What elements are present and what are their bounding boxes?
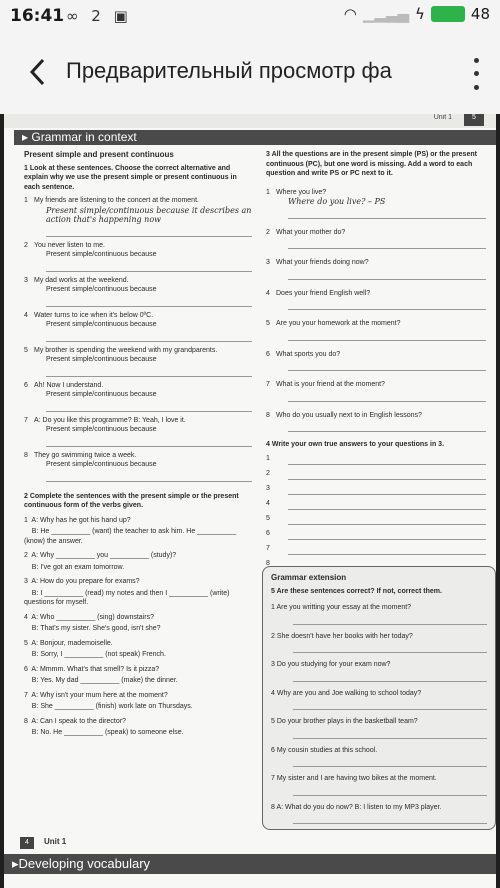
- item-number: 6: [266, 350, 270, 358]
- item-number: 2: [24, 241, 28, 249]
- q5-intro: 5 Are these sentences correct? If not, correct them.: [271, 587, 442, 595]
- line-number: 8: [266, 559, 270, 567]
- item-text: What your mother do?: [276, 228, 346, 236]
- answer-line: [293, 613, 487, 625]
- item-number: 3: [24, 276, 28, 284]
- item-number: 7: [24, 416, 28, 424]
- q4-line: [266, 514, 486, 525]
- notification-icons: ∞ 2 ▣: [66, 7, 132, 25]
- q1-item: [24, 416, 252, 447]
- back-button[interactable]: [18, 52, 58, 92]
- more-vert-icon: [474, 58, 479, 63]
- answer-line: [46, 225, 252, 237]
- answer-line: [288, 359, 486, 371]
- q2-line: B: I've got an exam tomorrow.: [24, 563, 125, 571]
- answer-line: [293, 727, 487, 739]
- q1-item: [24, 276, 252, 307]
- answer-line: [288, 544, 486, 555]
- item-number: 4: [24, 311, 28, 319]
- q1-item: [24, 381, 252, 412]
- item-sub: Present simple/continuous because: [46, 251, 157, 258]
- app-bar: [0, 32, 500, 115]
- q4-line: [266, 544, 486, 555]
- q1-intro: 1 Look at these sentences. Choose the correct alternative and explain why we use the present simple or present continuous in each sentence.: [24, 164, 237, 191]
- item-sub: Present simple/continuous because: [46, 321, 157, 328]
- page-number: 5: [464, 114, 484, 126]
- item-sub: Present simple/continuous because: [46, 356, 157, 363]
- item-number: 1: [266, 188, 270, 196]
- page-footer: [14, 832, 496, 852]
- answer-line: [288, 207, 486, 219]
- q2-line: B: I __________ (read) my notes and then I __________ (write) questions for myself.: [24, 589, 232, 606]
- item-text: Where you live?: [276, 188, 327, 196]
- item-text: 6 My cousin studies at this school.: [271, 746, 378, 754]
- item-number: 5: [266, 320, 270, 327]
- item-sub: Present simple/continuous because: [46, 461, 157, 468]
- section-header: ▸ Grammar in context: [14, 130, 496, 145]
- status-bar: [0, 0, 500, 32]
- q3-item: [266, 289, 486, 311]
- q1-item: [24, 346, 252, 377]
- item-number: 1: [24, 197, 28, 204]
- q2-line: 8 A: Can I speak to the director?: [24, 717, 126, 725]
- unit-label: Unit 1: [433, 114, 452, 121]
- answer-line: [288, 484, 486, 495]
- document-page: [4, 114, 496, 888]
- item-text: 8 A: What do you do now? B: I listen to my MP3 player.: [271, 803, 442, 811]
- answer-line: [288, 469, 486, 480]
- chevron-left-icon: [27, 57, 49, 87]
- answer-line: [46, 365, 252, 377]
- q4-line: [266, 484, 486, 495]
- q5-item: [271, 689, 487, 711]
- answer-line: [288, 237, 486, 249]
- item-text: 4 Why are you and Joe walking to school today?: [271, 689, 422, 697]
- answer-line: [46, 295, 252, 307]
- item-sub: Present simple/continuous because it describes an action that's happening now: [46, 205, 252, 224]
- answer-line: [46, 435, 252, 447]
- item-number: 7: [266, 381, 270, 388]
- q5-item: [271, 746, 487, 768]
- answer-line: [288, 420, 486, 432]
- q5-item: [271, 603, 487, 625]
- answer-line: [288, 454, 486, 465]
- answer-line: [46, 400, 252, 412]
- item-sub: Present simple/continuous because: [46, 286, 157, 293]
- answer-line: [293, 670, 487, 682]
- clock: 16:41: [10, 6, 65, 26]
- more-menu-button[interactable]: [466, 54, 486, 94]
- item-number: 6: [24, 381, 28, 389]
- grammar-extension-box: [262, 566, 496, 830]
- item-text: Who do you usually next to in English lessons?: [276, 411, 422, 419]
- q2-line: B: He __________ (want) the teacher to ask him. He __________ (know) the answer.: [24, 528, 239, 545]
- footer-page-number: 4: [20, 837, 34, 849]
- wifi-icon: ◠: [343, 5, 357, 23]
- charging-icon: ϟ: [415, 5, 425, 23]
- q5-item: [271, 717, 487, 739]
- item-sub: Present simple/continuous because: [46, 426, 157, 433]
- item-text: Water turns to ice when it's below 0ºC.: [34, 311, 154, 319]
- answer-line: [293, 698, 487, 710]
- line-number: 4: [266, 499, 270, 507]
- q5-item: [271, 803, 487, 825]
- item-number: 4: [266, 289, 270, 297]
- q1-item: [24, 241, 252, 272]
- page-title: Предварительный просмотр фа: [66, 58, 392, 83]
- left-heading: Present simple and present continuous: [24, 150, 174, 159]
- q4-intro: 4 Write your own true answers to your questions in 3.: [266, 441, 445, 448]
- answer-line: [288, 529, 486, 540]
- battery-percent: 48: [470, 5, 490, 23]
- line-number: 7: [266, 544, 270, 552]
- item-text: 1 Are you writting your essay at the moment?: [271, 604, 412, 611]
- status-right: [344, 5, 490, 23]
- item-text: Ah! Now I understand.: [34, 381, 104, 389]
- item-text: What sports you do?: [276, 350, 341, 358]
- answer-line: [293, 812, 487, 824]
- answer-line: [46, 260, 252, 272]
- q5-item: [271, 660, 487, 682]
- ge-title: Grammar extension: [271, 573, 347, 582]
- q3-intro: 3 All the questions are in the present simple (PS) or the present continuous (PC), but one word is missing. Add a word to each question and write PS or PC next to it.: [266, 151, 477, 177]
- q2-line: B: She __________ (finish) work late on Thursdays.: [24, 703, 193, 710]
- item-text: My brother is spending the weekend with my grandparents.: [34, 346, 218, 354]
- item-text: 2 She doesn't have her books with her today?: [271, 632, 413, 640]
- document-preview[interactable]: [0, 114, 500, 888]
- q3-item: [266, 380, 486, 402]
- item-text: They go swimming twice a week.: [34, 451, 137, 459]
- q2-line: 5 A: Bonjour, mademoiselle.: [24, 639, 113, 647]
- q3-item: [266, 228, 486, 250]
- item-number: 3: [266, 259, 270, 266]
- q4-line: [266, 529, 486, 540]
- answer-line: [293, 641, 487, 653]
- q4-line: [266, 454, 486, 465]
- q2-line: 3 A: How do you prepare for exams?: [24, 578, 140, 585]
- q2-line: 2 A: Why __________ you __________ (study)?: [24, 552, 177, 559]
- q3-item: [266, 411, 486, 433]
- line-number: 1: [266, 454, 270, 462]
- left-column: [24, 150, 252, 738]
- answer-line: [288, 329, 486, 341]
- item-sub: Present simple/continuous because: [46, 391, 157, 398]
- line-number: 5: [266, 514, 270, 522]
- q5-item: [271, 774, 487, 796]
- answer-line: [288, 499, 486, 510]
- item-text: A: Do you like this programme? B: Yeah, I love it.: [34, 416, 186, 424]
- answer-line: [288, 268, 486, 280]
- item-number: 8: [24, 451, 28, 459]
- q2-line: 4 A: Who __________ (sing) downstairs?: [24, 613, 154, 621]
- q3-item: [266, 319, 486, 341]
- q2-intro: 2 Complete the sentences with the present simple or the present continuous form of the verbs given.: [24, 492, 239, 509]
- item-text: My dad works at the weekend.: [34, 276, 129, 284]
- q3-item: [266, 258, 486, 280]
- q1-item: [24, 451, 252, 482]
- q2-line: B: That's my sister. She's good, isn't she?: [24, 625, 161, 632]
- next-section-header: ▸Developing vocabulary: [4, 854, 496, 874]
- answer-line: [288, 514, 486, 525]
- right-column: [266, 150, 486, 570]
- line-number: 2: [266, 469, 270, 477]
- line-number: 3: [266, 484, 270, 492]
- item-text: 3 Do you studying for your exam now?: [271, 661, 391, 668]
- answer-line: [288, 390, 486, 402]
- battery-icon: [431, 6, 465, 22]
- q4-line: [266, 469, 486, 480]
- answer-line: [293, 784, 487, 796]
- q2-line: B: Sorry, I __________ (not speak) French.: [24, 651, 166, 658]
- item-text: 5 Do your brother plays in the basketball team?: [271, 718, 418, 725]
- item-text: My friends are listening to the concert at the moment.: [34, 197, 199, 204]
- item-number: 2: [266, 228, 270, 236]
- answer-line: [46, 470, 252, 482]
- q4-line: [266, 499, 486, 510]
- q2-line: B: No. He __________ (speak) to someone else.: [24, 729, 184, 736]
- q3-item: [266, 188, 486, 219]
- q3-item: [266, 350, 486, 372]
- q2-line: 7 A: Why isn't your mum here at the moment?: [24, 691, 168, 699]
- item-number: 8: [266, 411, 270, 419]
- q2-line: 1 A: Why has he got his hand up?: [24, 516, 131, 524]
- item-text: What is your friend at the moment?: [276, 381, 385, 388]
- line-number: 6: [266, 529, 270, 537]
- item-text: 7 My sister and I are having two bikes at the moment.: [271, 775, 437, 782]
- q1-item: [24, 311, 252, 342]
- item-number: 5: [24, 346, 28, 354]
- answer-line: [46, 330, 252, 342]
- item-text: You never listen to me.: [34, 241, 105, 249]
- signal-icon: ▁▂▃▄: [362, 5, 409, 23]
- item-text: What your friends doing now?: [276, 259, 369, 266]
- q1-item: [24, 196, 252, 237]
- answer-line: [293, 755, 487, 767]
- q5-item: [271, 632, 487, 654]
- item-text: Are you your homework at the moment?: [276, 320, 401, 327]
- item-text: Does your friend English well?: [276, 289, 371, 297]
- footer-unit: Unit 1: [44, 837, 67, 846]
- handwritten-answer: Where do you live? – PS: [288, 197, 386, 206]
- q2-line: B: Yes. My dad __________ (make) the dinner.: [24, 677, 178, 684]
- q2-line: 6 A: Mmmm. What's that smell? Is it pizza?: [24, 665, 160, 673]
- answer-line: [288, 298, 486, 310]
